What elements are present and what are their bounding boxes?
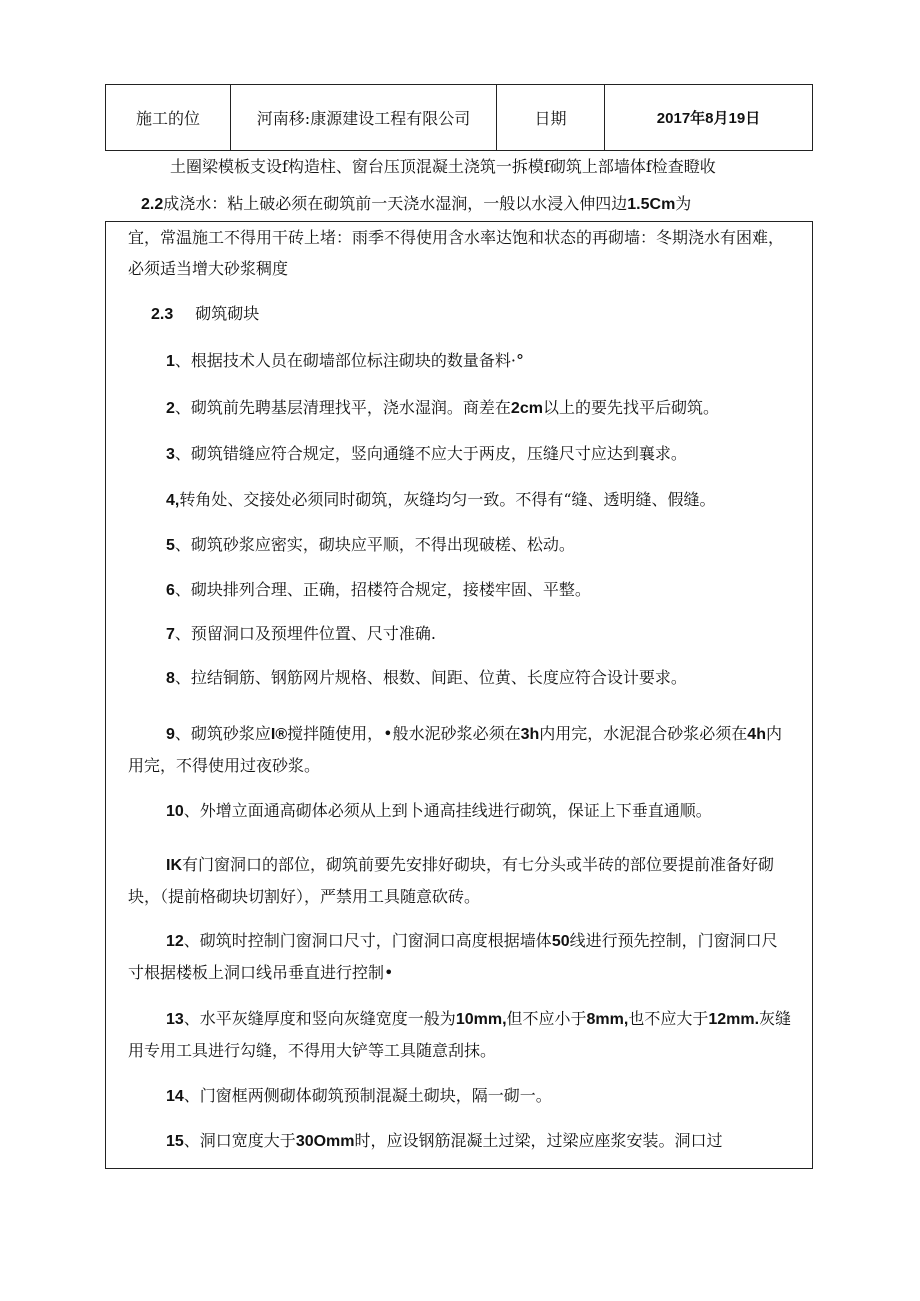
- watering-cont-line1: 宜，常温施工不得用干砖上堵：雨季不得使用含水率达饱和状态的再砌墙：冬期浇水有困难，: [128, 228, 785, 247]
- watering-tail: 为: [675, 194, 692, 213]
- watering-line: [141, 191, 691, 214]
- list-item: 7、预留洞口及预埋件位置、尺寸准确.: [166, 624, 436, 643]
- company-name: 河南移:康源建设工程有限公司: [256, 109, 471, 128]
- watering-depth: 1.5Cm: [627, 196, 676, 213]
- list-item: 9、砌筑砂浆应I®搅拌随使用，•般水泥砂浆必须在3h内用完，水泥混合砂浆必须在4h内 用完，不得使用过夜砂浆。: [128, 724, 782, 775]
- list-item: 12、砌筑时控制门窗洞口尺寸，门窗洞口高度根据墙体50线进行预先控制，门窗洞口尺 寸根据楼板上洞口线吊垂直进行控制•: [128, 931, 778, 982]
- list-item: 5、砌筑砂浆应密实，砌块应平顺，不得出现破槎、松动。: [166, 535, 575, 554]
- list-item: 10、外增立面通高砌体必须从上到卜通高挂线进行砌筑，保证上下垂直通顺。: [166, 801, 712, 820]
- date-label: 日期: [534, 109, 567, 128]
- section-number: 2.3: [151, 306, 174, 323]
- date-value-cell: [605, 85, 812, 150]
- watering-continued: [128, 222, 798, 284]
- list-item: 6、砌块排列合理、正确，招楼符合规定，接楼牢固、平整。: [166, 580, 591, 599]
- list-item: 4,转角处、交接处必须同时砌筑，灰缝均匀一致。不得有“缝、透明缝、假缝。: [166, 490, 716, 509]
- content-box: [105, 221, 813, 1169]
- watering-number: 2.2: [141, 196, 164, 213]
- section-title: 砌筑砌块: [195, 304, 260, 323]
- list-item: 8、拉结铜筋、钢筋网片规格、根数、间距、位黄、长度应符合设计要求。: [166, 668, 687, 687]
- date-value: 2017年8月19日: [656, 110, 761, 127]
- header-table: [105, 84, 813, 151]
- list-item: IK有门窗洞口的部位，砌筑前要先安排好砌块，有七分头或半砖的部位要提前准备好砌 块，（提前格砌块切割好），严禁用工具随意砍砖。: [128, 855, 775, 906]
- list-item: 2、砌筑前先聘基层清理找平，浇水湿润。商差在2cm以上的要先找平后砌筑。: [166, 398, 719, 417]
- watering-cont-line2: 必须适当增大砂浆稠度: [128, 259, 289, 278]
- unit-label-cell: [106, 85, 231, 150]
- section-heading: [151, 298, 798, 330]
- list-item: 15、洞口宽度大于30Omm时，应设钢筋混凝土过梁，过梁应座浆安装。洞口过: [166, 1131, 723, 1150]
- unit-label: 施工的位: [135, 109, 200, 128]
- list-item: 1、根据技术人员在砌墙部位标注砌块的数量备料·°: [166, 351, 524, 370]
- process-line: 土圈梁模板支设f构造柱、窗台压顶混凝土浇筑一拆模f砌筑上部墙体f检查瞪收: [170, 157, 716, 176]
- watering-text: 成浇水：粘上破必须在砌筑前一天浇水湿涧，一般以水浸入伸四边: [163, 194, 628, 213]
- list-item: 14、门窗框两侧砌体砌筑预制混凝土砌块，隔一砌一。: [166, 1086, 552, 1105]
- date-label-cell: [497, 85, 605, 150]
- list-item: 3、砌筑错缝应符合规定，竖向通缝不应大于两皮，压缝尺寸应达到襄求。: [166, 444, 687, 463]
- company-cell: [231, 85, 497, 150]
- list-item: 13、水平灰缝厚度和竖向灰缝宽度一般为10mm,但不应小于8mm,也不应大于12mm.灰缝 用专用工具进行勾缝，不得用大铲等工具随意刮抹。: [128, 1009, 792, 1060]
